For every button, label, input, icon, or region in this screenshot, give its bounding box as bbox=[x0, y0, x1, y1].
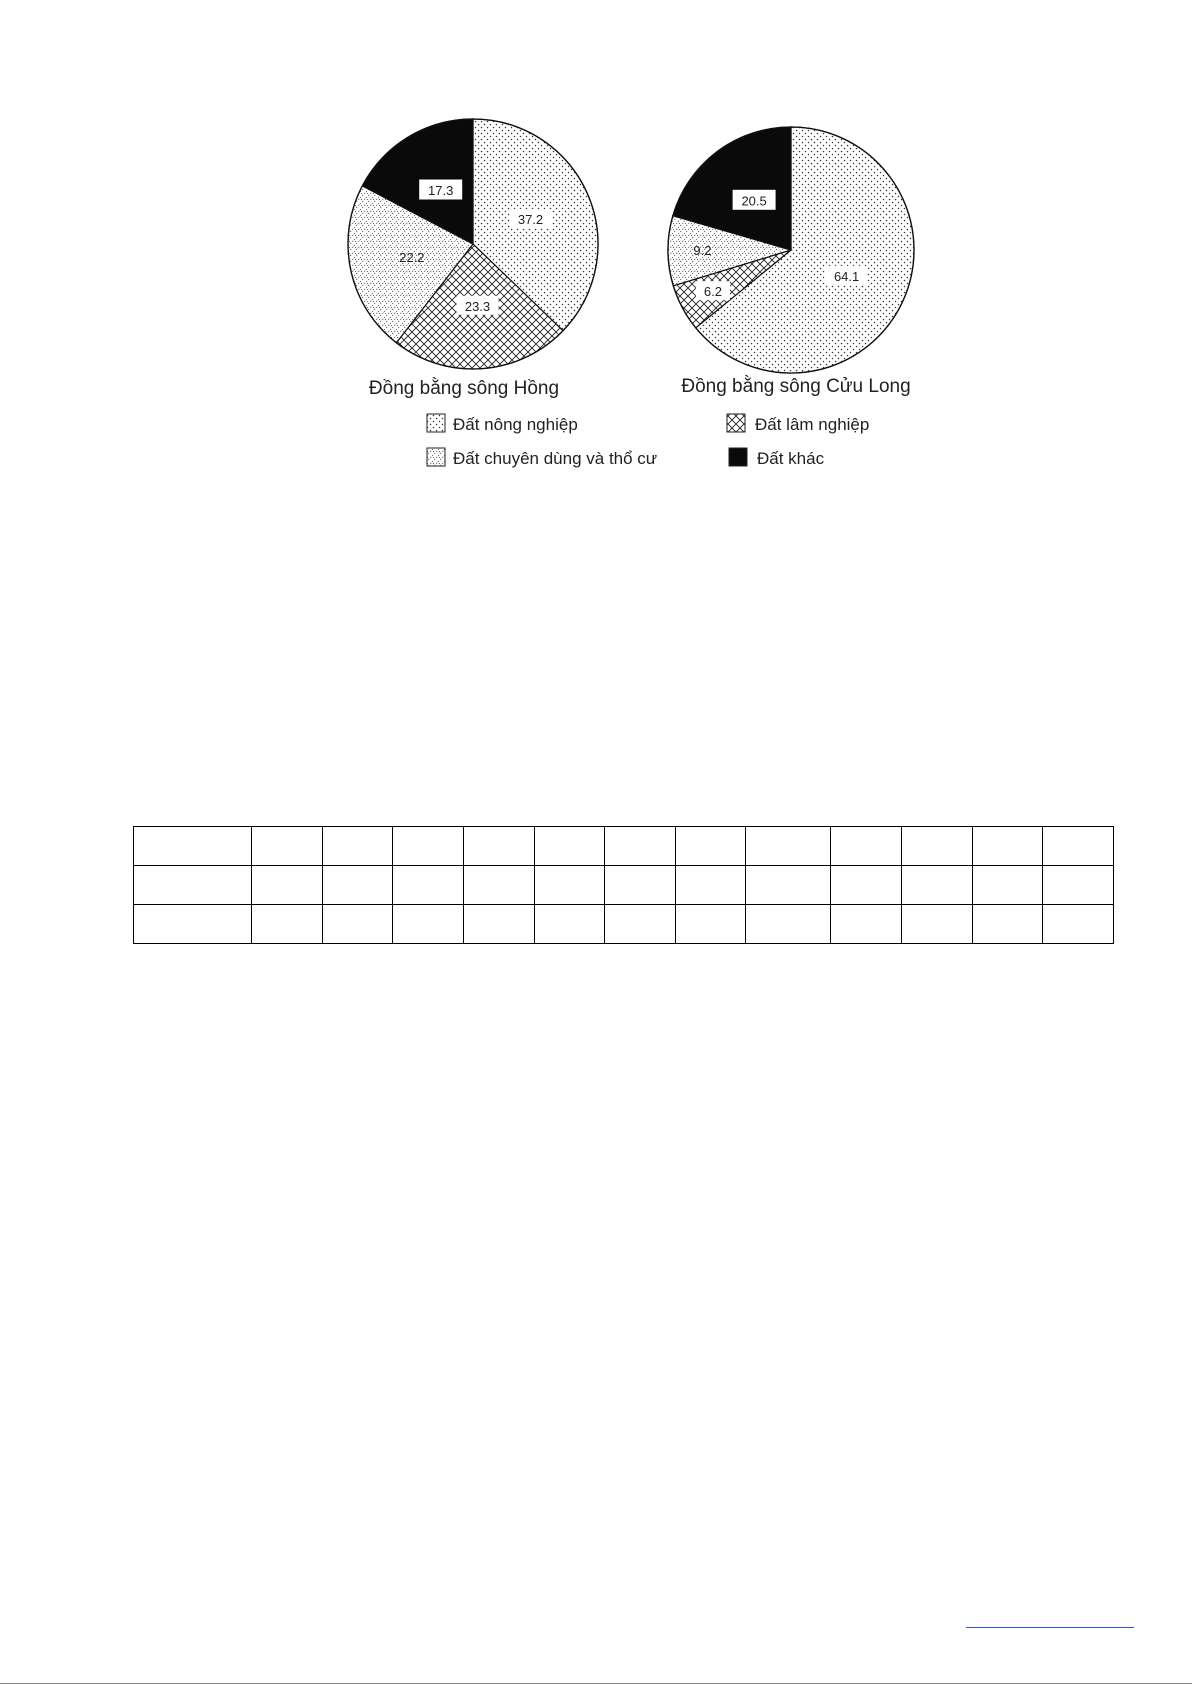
table-cell bbox=[134, 905, 252, 944]
table-cell bbox=[676, 866, 746, 905]
table-cell bbox=[323, 905, 393, 944]
table-row bbox=[134, 827, 1114, 866]
table-cell bbox=[605, 827, 676, 866]
slice-label-song-hong-dat-khac: 17.3 bbox=[428, 183, 454, 198]
pie-title-song-hong: Đồng bằng sông Hồng bbox=[368, 378, 560, 399]
table-cell bbox=[393, 866, 464, 905]
table-cell bbox=[831, 905, 902, 944]
table-cell bbox=[393, 827, 464, 866]
table-cell bbox=[535, 827, 605, 866]
legend-label-dat-khac: Đất khác bbox=[757, 449, 825, 468]
table-cell bbox=[605, 866, 676, 905]
legend-label-chuyen-dung: Đất chuyên dùng và thổ cư bbox=[453, 449, 658, 468]
table-cell bbox=[902, 866, 973, 905]
page-bottom-rule bbox=[0, 1683, 1192, 1684]
table-cell bbox=[902, 827, 973, 866]
pie-charts-figure bbox=[0, 0, 1192, 480]
table-cell bbox=[393, 905, 464, 944]
pie-title-cuu-long: Đồng bằng sông Cửu Long bbox=[681, 376, 911, 397]
table-cell bbox=[605, 905, 676, 944]
table-cell bbox=[973, 866, 1043, 905]
table-cell bbox=[746, 827, 831, 866]
table-cell bbox=[134, 866, 252, 905]
table-cell bbox=[535, 905, 605, 944]
slice-label-song-hong-nong-nghiep: 37.2 bbox=[517, 212, 544, 227]
table-cell bbox=[252, 827, 323, 866]
table-cell bbox=[676, 905, 746, 944]
legend-label-lam-nghiep: Đất lâm nghiệp bbox=[755, 415, 870, 434]
table-cell bbox=[1043, 827, 1114, 866]
table-cell bbox=[1043, 866, 1114, 905]
slice-label-song-hong-lam-nghiep: 23.3 bbox=[464, 298, 491, 314]
legend-swatch-nong-nghiep bbox=[427, 414, 445, 432]
slice-label-cuu-long-lam-nghiep: 6.2 bbox=[703, 284, 722, 300]
table-cell bbox=[973, 905, 1043, 944]
legend bbox=[427, 414, 869, 468]
table-cell bbox=[535, 866, 605, 905]
legend-label-nong-nghiep: Đất nông nghiệp bbox=[453, 415, 578, 434]
legend-swatch-dat-khac bbox=[729, 448, 747, 466]
table-cell bbox=[464, 827, 535, 866]
table-cell bbox=[831, 866, 902, 905]
pie-chart-song-hong bbox=[348, 119, 598, 369]
footer-link-underline[interactable] bbox=[966, 1627, 1134, 1628]
slice-label-song-hong-chuyen-dung: 22.2 bbox=[399, 249, 425, 265]
table-cell bbox=[973, 827, 1043, 866]
answer-grid-table bbox=[133, 826, 1114, 944]
table-cell bbox=[902, 905, 973, 944]
table-cell bbox=[134, 827, 252, 866]
table-cell bbox=[676, 827, 746, 866]
table-cell bbox=[323, 866, 393, 905]
table-row bbox=[134, 905, 1114, 944]
table-cell bbox=[746, 866, 831, 905]
legend-swatch-lam-nghiep bbox=[727, 414, 745, 432]
table-cell bbox=[831, 827, 902, 866]
table-cell bbox=[464, 905, 535, 944]
table-cell bbox=[746, 905, 831, 944]
slice-label-cuu-long-nong-nghiep: 64.1 bbox=[833, 268, 860, 284]
table-cell bbox=[464, 866, 535, 905]
table-cell bbox=[323, 827, 393, 866]
table-cell bbox=[252, 905, 323, 944]
pie-charts-svg bbox=[0, 0, 1192, 480]
table-row bbox=[134, 866, 1114, 905]
slice-label-cuu-long-chuyen-dung: 9.2 bbox=[693, 243, 712, 259]
slice-label-cuu-long-dat-khac: 20.5 bbox=[741, 193, 767, 209]
pie-chart-cuu-long bbox=[668, 127, 914, 373]
table-cell bbox=[1043, 905, 1114, 944]
legend-swatch-chuyen-dung bbox=[427, 448, 445, 466]
table-cell bbox=[252, 866, 323, 905]
